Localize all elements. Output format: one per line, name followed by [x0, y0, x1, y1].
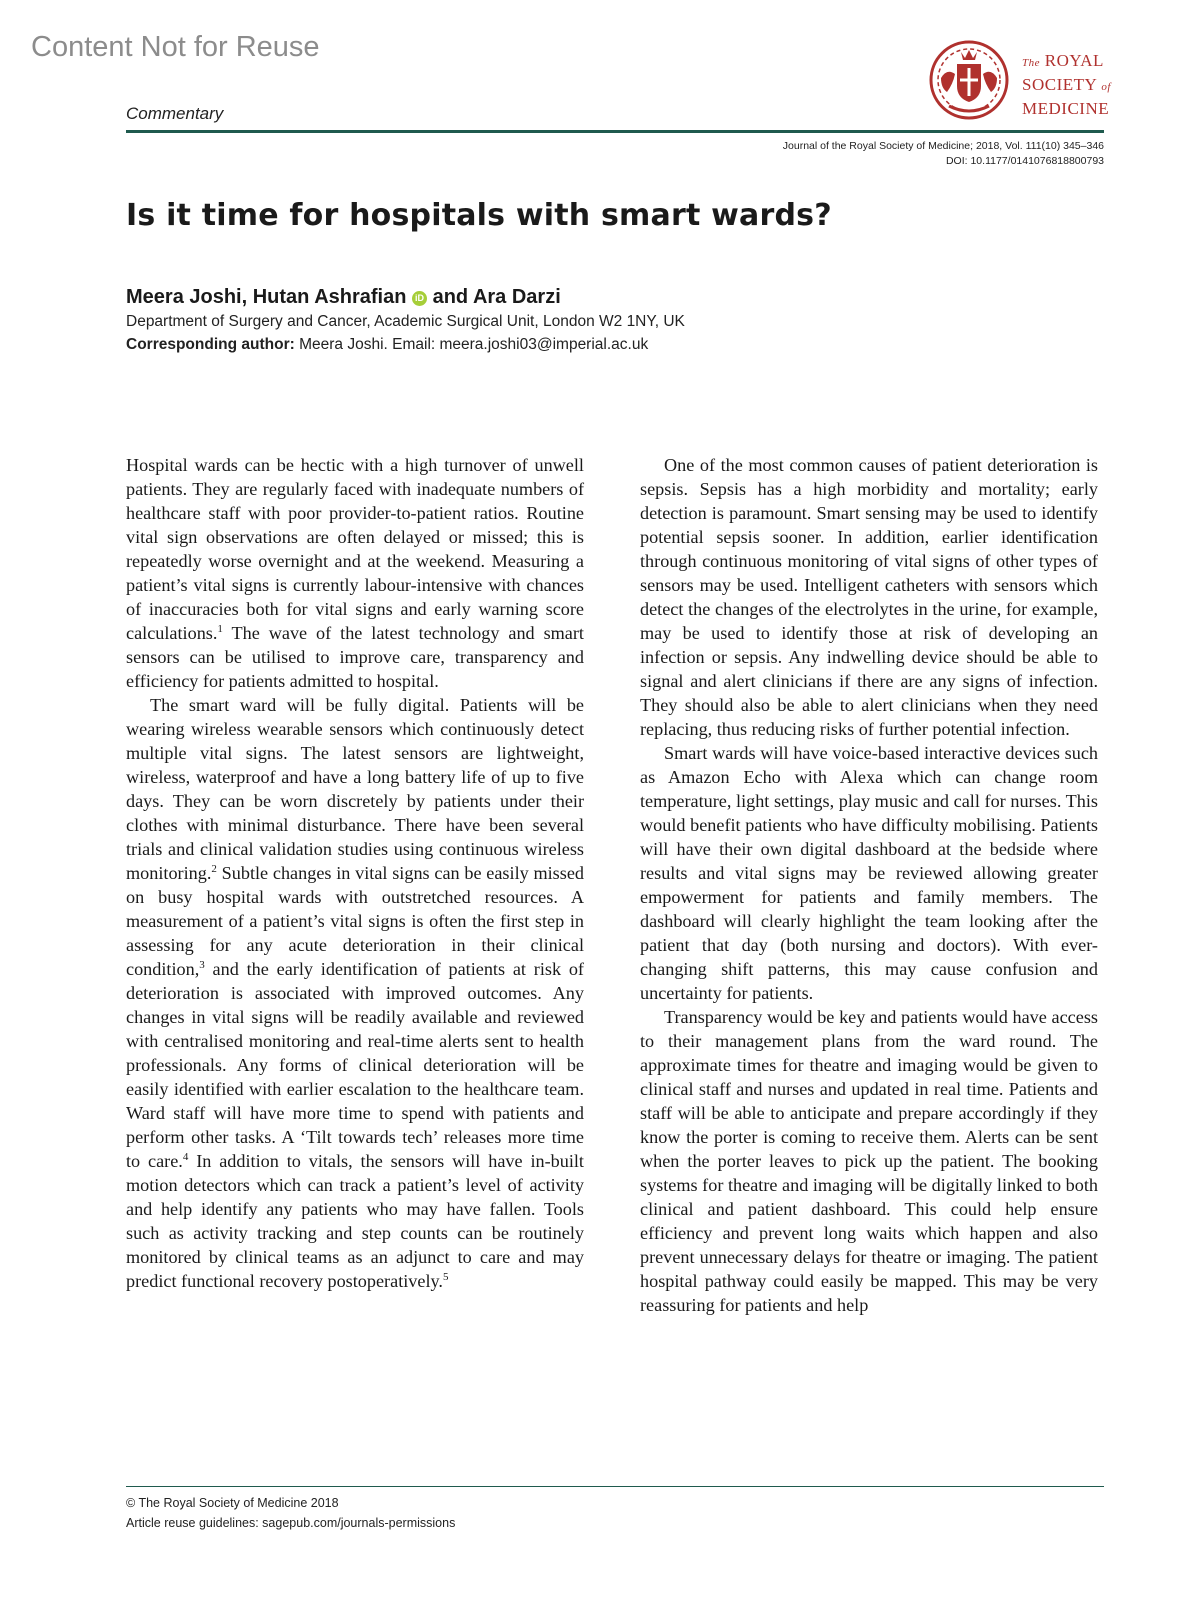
paragraph: Transparency would be key and patients would have access to their management plans from the ward round. The approximate times for theatre and imaging would be given to clinical staff and nurses and updated in real time. Patients and staff will be able to anticipate and prepare accordingly if they know the porter is coming to receive them. Alerts can be sent when the porter leaves to pick up the patient. The booking systems for theatre and imaging will be digitally linked to both clinical and patient dashboard. This could help ensure efficiency and prevent long waits which happen and also prevent unnecessary delays for theatre or imaging. The patient hospital pathway could easily be mapped. This may be very reassuring for patients and help [640, 1007, 1098, 1315]
watermark: Content Not for Reuse [31, 31, 320, 63]
text-run: Hospital wards can be hectic with a high turnover of unwell patients. They are regularly faced with inadequate numbers of healthcare staff with poor provider-to-patient ratios. Routine vital sign observations are often delayed or missed; this is repeatedly worse overnight and at the weekend. Measuring a patient’s vital signs is currently labour-intensive with chances of inaccuracies both for vital signs and early warning score calculations. [126, 455, 584, 643]
authors-part1: Meera Joshi, Hutan Ashrafian [126, 286, 407, 308]
publisher-name [1022, 50, 1111, 120]
citation-ref[interactable]: 3 [199, 958, 205, 971]
affiliation: Department of Surgery and Cancer, Academic Surgical Unit, London W2 1NY, UK [126, 313, 685, 330]
paragraph [126, 693, 584, 1293]
orcid-icon[interactable]: iD [412, 291, 427, 306]
publisher-of: of [1101, 81, 1111, 93]
footer-rule [126, 1486, 1104, 1487]
copyright: © The Royal Society of Medicine 2018 [126, 1496, 339, 1510]
body-column-left [126, 453, 584, 1293]
publisher-the: The [1022, 57, 1040, 69]
citation-ref[interactable]: 1 [217, 622, 223, 635]
text-run: and the early identification of patients at risk of deterioration is associated with improved outcomes. Any changes in vital signs will be readily available and reviewed with centralised monitoring and real-time alerts sent to health professionals. Any forms of clinical deterioration will be easily identified with earlier escalation to the healthcare team. Ward staff will have more time to spend with patients and perform other tasks. A ‘Tilt towards tech’ releases more time to care. [126, 959, 584, 1171]
journal-reference [783, 139, 1104, 169]
text-run: Subtle changes in vital signs can be easily missed on busy hospital wards with outstretched resources. A measurement of a patient’s vital signs is often the first step in assessing for any acute deterioration in their clinical condition, [126, 863, 584, 979]
citation-ref[interactable]: 4 [182, 1150, 189, 1163]
header-rule [126, 130, 1104, 133]
corresponding-author [126, 336, 648, 354]
publisher-medicine: MEDICINE [1022, 99, 1110, 118]
paragraph: One of the most common causes of patient deterioration is sepsis. Sepsis has a high morbidity and mortality; early detection is paramount. Smart sensing may be used to identify potential sepsis sooner. In addition, earlier identification through continuous monitoring of vital signs of other types of sensors may be used. Intelligent catheters with sensors which detect the changes of the electrolytes in the urine, for example, may be used to identify those at risk of developing an infection or sepsis. Any indwelling device should be able to signal and alert clinicians if there are any signs of infection. They should also be able to alert clinicians when they need replacing, thus reducing risks of further potential infection. [640, 455, 1098, 739]
royal-society-crest-icon [927, 38, 1011, 122]
publisher-royal: ROYAL [1044, 51, 1104, 70]
text-run: The smart ward will be fully digital. Patients will be wearing wireless wearable sensors which continuously detect multiple vital signs. The latest sensors are lightweight, wireless, waterproof and have a long battery life of up to five days. They can be worn discretely by patients under their clothes with minimal disturbance. There have been several trials and clinical validation studies using continuous wireless monitoring. [126, 695, 584, 883]
citation-ref[interactable]: 5 [442, 1270, 449, 1283]
text-run: In addition to vitals, the sensors will have in-built motion detectors which can track a patient’s level of activity and help identify any patients who may have fallen. Tools such as activity tracking and step counts can be routinely monitored by clinical teams as an adjunct to care and may predict functional recovery postoperatively. [126, 1151, 584, 1291]
journal-citation: Journal of the Royal Society of Medicine; 2018, Vol. 111(10) 345–346 [782, 140, 1104, 152]
section-label: Commentary [126, 104, 224, 123]
publisher-society: SOCIETY [1022, 75, 1097, 94]
author-list [126, 286, 561, 309]
citation-ref[interactable]: 2 [211, 862, 217, 875]
corresponding-label: Corresponding author: [126, 336, 295, 353]
text-run: The wave of the latest technology and smart sensors can be utilised to improve care, transparency and efficiency for patients admitted to hospital. [126, 623, 584, 691]
paragraph [126, 453, 584, 693]
authors-part2: and Ara Darzi [427, 286, 561, 308]
paragraph: Smart wards will have voice-based interactive devices such as Amazon Echo with Alexa which can change room temperature, light settings, play music and call for nurses. This would benefit patients who have difficulty mobilising. Patients will have their own digital dashboard at the bedside where results and vital signs may be reviewed allowing greater empowerment for patients and family members. The dashboard will clearly highlight the team looking after the patient that day (both nursing and doctors). With ever-changing shift patterns, this may cause confusion and uncertainty for patients. [640, 743, 1098, 1003]
doi[interactable]: DOI: 10.1177/0141076818800793 [945, 155, 1104, 167]
corresponding-text[interactable]: Meera Joshi. Email: meera.joshi03@imperial.ac.uk [294, 336, 649, 353]
reuse-guidelines[interactable]: Article reuse guidelines: sagepub.com/journals-permissions [126, 1516, 456, 1530]
article-title: Is it time for hospitals with smart wards? [126, 198, 832, 233]
body-column-right [640, 453, 1098, 1317]
